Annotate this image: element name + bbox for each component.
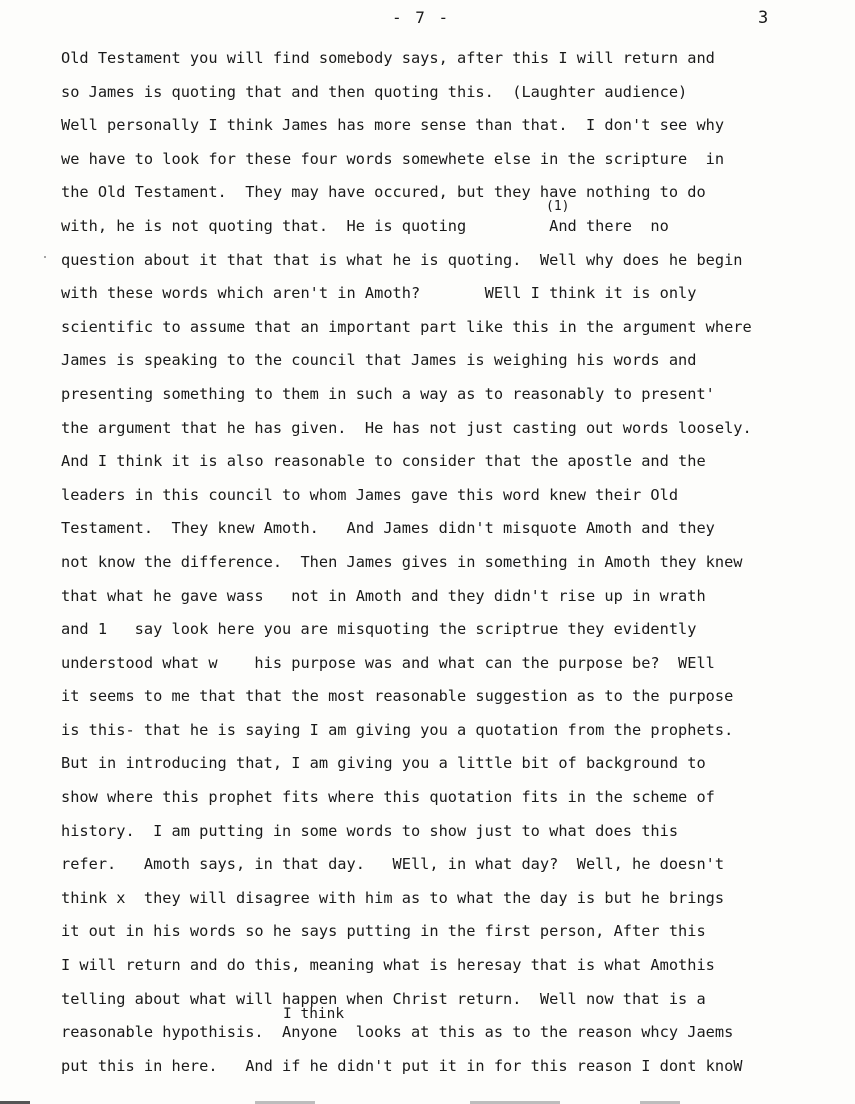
text-line: that what he gave wass not in Amoth and they didn't rise up in wrath xyxy=(61,586,706,605)
stray-mark xyxy=(44,256,46,258)
text-line: scientific to assume that an important part like this in the argument where xyxy=(61,317,752,336)
text-line: telling about what will happen when Christ return. Well now that is a xyxy=(61,989,706,1008)
text-line: show where this prophet fits where this quotation fits in the scheme of xyxy=(61,788,715,807)
body-text xyxy=(61,42,851,1083)
text-line: with, he is not quoting that. He is quoting And there no xyxy=(61,216,669,235)
text-line: presenting something to them in such a way as to reasonably to present' xyxy=(61,384,715,403)
text-line: understood what w his purpose was and what can the purpose be? WEll xyxy=(61,653,715,672)
text-line: the argument that he has given. He has not just casting out words loosely. xyxy=(61,418,752,437)
text-line: refer. Amoth says, in that day. WEll, in what day? Well, he doesn't xyxy=(61,855,725,874)
text-line: with these words which aren't in Amoth? WEll I think it is only xyxy=(61,284,697,303)
text-line: question about it that that is what he is quoting. Well why does he begin xyxy=(61,250,743,269)
text-line: we have to look for these four words somewhete else in the scripture in xyxy=(61,149,725,168)
text-line: history. I am putting in some words to show just to what does this xyxy=(61,821,679,840)
text-line: And I think it is also reasonable to consider that the apostle and the xyxy=(61,452,706,471)
scan-edge-smudge xyxy=(0,1096,855,1104)
interlinear-insert: I think xyxy=(283,1006,345,1022)
page-number: 3 xyxy=(758,8,769,28)
page-marker: - 7 - xyxy=(392,8,451,27)
text-line: reasonable hypothisis. Anyone looks at this as to the reason whcy Jaems xyxy=(61,1023,734,1042)
text-line: not know the difference. Then James gives in something in Amoth they knew xyxy=(61,552,743,571)
text-line: so James is quoting that and then quoting this. (Laughter audience) xyxy=(61,82,688,101)
text-line: Old Testament you will find somebody says, after this I will return and xyxy=(61,49,715,67)
text-line: I will return and do this, meaning what is heresay that is what Amothis xyxy=(61,956,715,975)
text-line: it out in his words so he says putting in the first person, After this xyxy=(61,922,706,941)
text-line: think x they will disagree with him as to what the day is but he brings xyxy=(61,888,725,907)
text-line: and 1 say look here you are misquoting the scriptrue they evidently xyxy=(61,620,697,639)
text-line: is this- that he is saying I am giving you a quotation from the prophets. xyxy=(61,720,734,739)
text-line: James is speaking to the council that James is weighing his words and xyxy=(61,351,697,370)
text-line: put this in here. And if he didn't put it in for this reason I dont knoW xyxy=(61,1056,743,1075)
text-line: leaders in this council to whom James gave this word knew their Old xyxy=(61,485,679,504)
text-line: the Old Testament. They may have occured, but they have nothing to do xyxy=(61,183,706,202)
text-line: it seems to me that that the most reasonable suggestion as to the purpose xyxy=(61,687,734,706)
text-line: Well personally I think James has more sense than that. I don't see why xyxy=(61,116,725,135)
text-line: Testament. They knew Amoth. And James didn't misquote Amoth and they xyxy=(61,519,715,538)
footnote-marker: (1) xyxy=(546,199,570,214)
text-line: But in introducing that, I am giving you a little bit of background to xyxy=(61,754,706,773)
